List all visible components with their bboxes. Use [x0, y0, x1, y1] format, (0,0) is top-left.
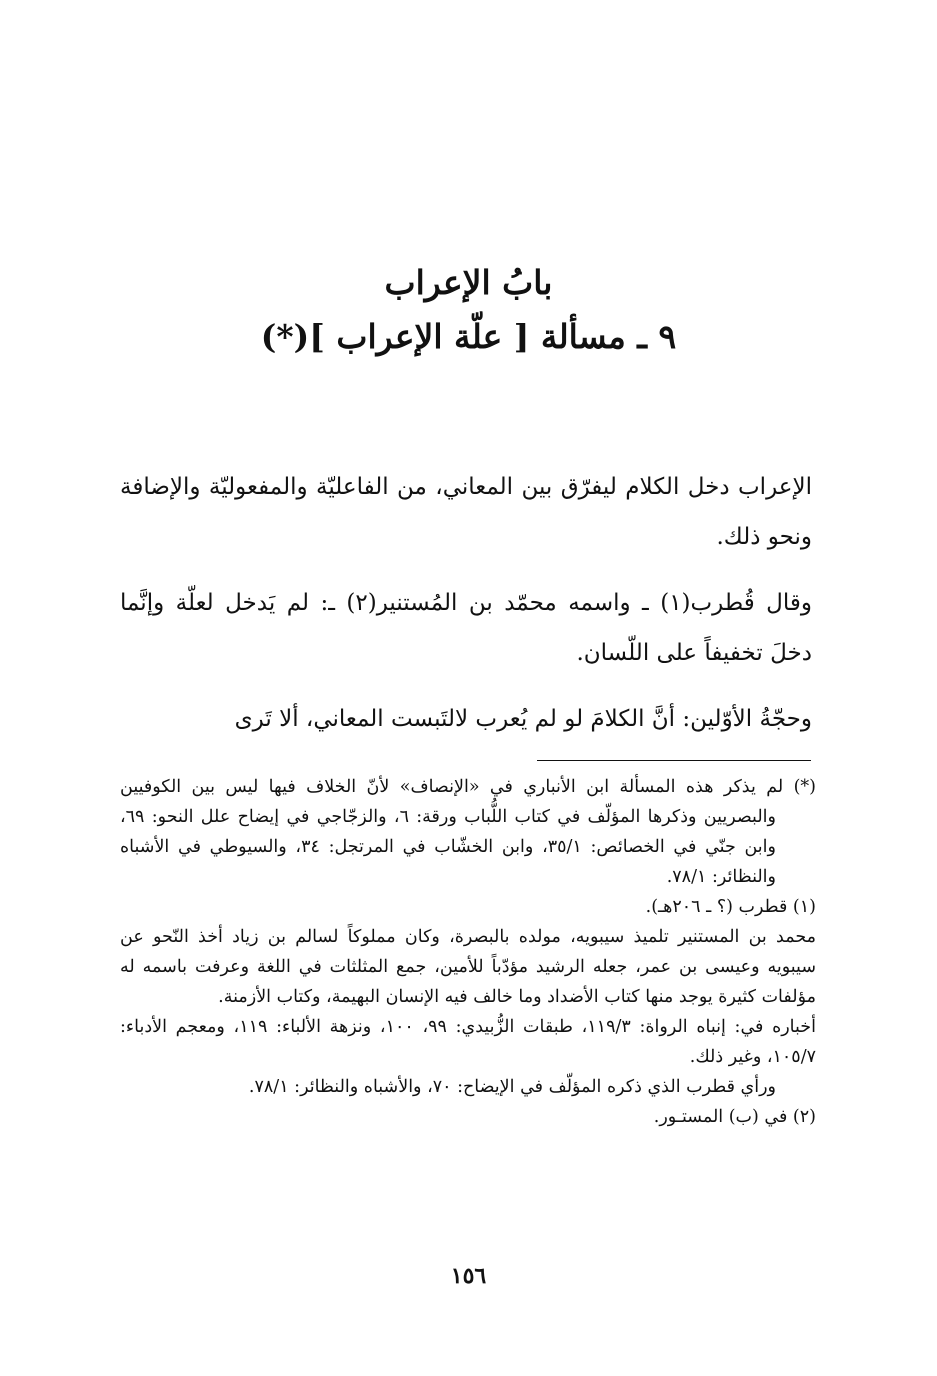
- chapter-title: بابُ الإعراب: [384, 263, 553, 302]
- paragraph: وقال قُطرب(١) ـ واسمه محمّد بن المُستنير(٢) ـ: لم يَدخل لعلّة وإنَّما دخلَ تخفيفاً على اللّسان.: [120, 590, 812, 666]
- heading-block: [0, 258, 937, 362]
- footnote-1-sources: أخباره في: إنباه الرواة: ١١٩/٣، طبقات الزُّبيدي: ٩٩، ١٠٠، ونزهة الألباء: ١١٩، ومعجم الأدباء: ١٠٥/٧، وغير ذلك.: [120, 1017, 816, 1067]
- footnotes: [120, 772, 816, 1132]
- footnote-1-heading: (١) قطرب (؟ ـ ٢٠٦هـ).: [645, 897, 816, 917]
- footnote-star: (*) لم يذكر هذه المسألة ابن الأنباري في «الإنصاف» لأنّ الخلاف فيها ليس بين الكوفيين والبصريين وذكرها المؤلّف في كتاب اللُّباب ورقة: ٦، والزجّاجي في إيضاح علل النحو: ٦٩، وابن جنّي في الخصائص: ٣٥/١، وابن الخشّاب في المرتجل: ٣٤، والسيوطي في الأشباه والنظائر: ٧٨/١.: [120, 777, 816, 887]
- footnote-1-opinion: ورأي قطرب الذي ذكره المؤلّف في الإيضاح: ٧٠، والأشباه والنظائر: ٧٨/١.: [248, 1077, 776, 1097]
- main-text: [120, 462, 812, 760]
- footnote-separator: [537, 760, 811, 761]
- issue-title: ٩ ـ مسألة [ علّة الإعراب ](*): [260, 317, 677, 356]
- paragraph: الإعراب دخل الكلام ليفرّق بين المعاني، من الفاعليّة والمفعوليّة والإضافة ونحو ذلك.: [120, 474, 812, 550]
- page-number: ١٥٦: [450, 1263, 487, 1289]
- paragraph: وحجّةُ الأوّلين: أنَّ الكلامَ لو لم يُعرب لالتَبست المعاني، ألا تَرى: [234, 706, 812, 732]
- footnote-1-biography: محمد بن المستنير تلميذ سيبويه، مولده بالبصرة، وكان مملوكاً لسالم بن زياد أخذ النّحو عن سيبويه وعيسى بن عمر، جعله الرشيد مؤدّباً للأمين، جمع المثلثات في اللغة وعرفت باسمه له مؤلفات كثيرة يوجد منها كتاب الأضداد وما خالف فيه الإنسان البهيمة، وكتاب الأزمنة.: [120, 927, 816, 1007]
- footnote-2: (٢) في (ب) المستـور.: [653, 1107, 816, 1127]
